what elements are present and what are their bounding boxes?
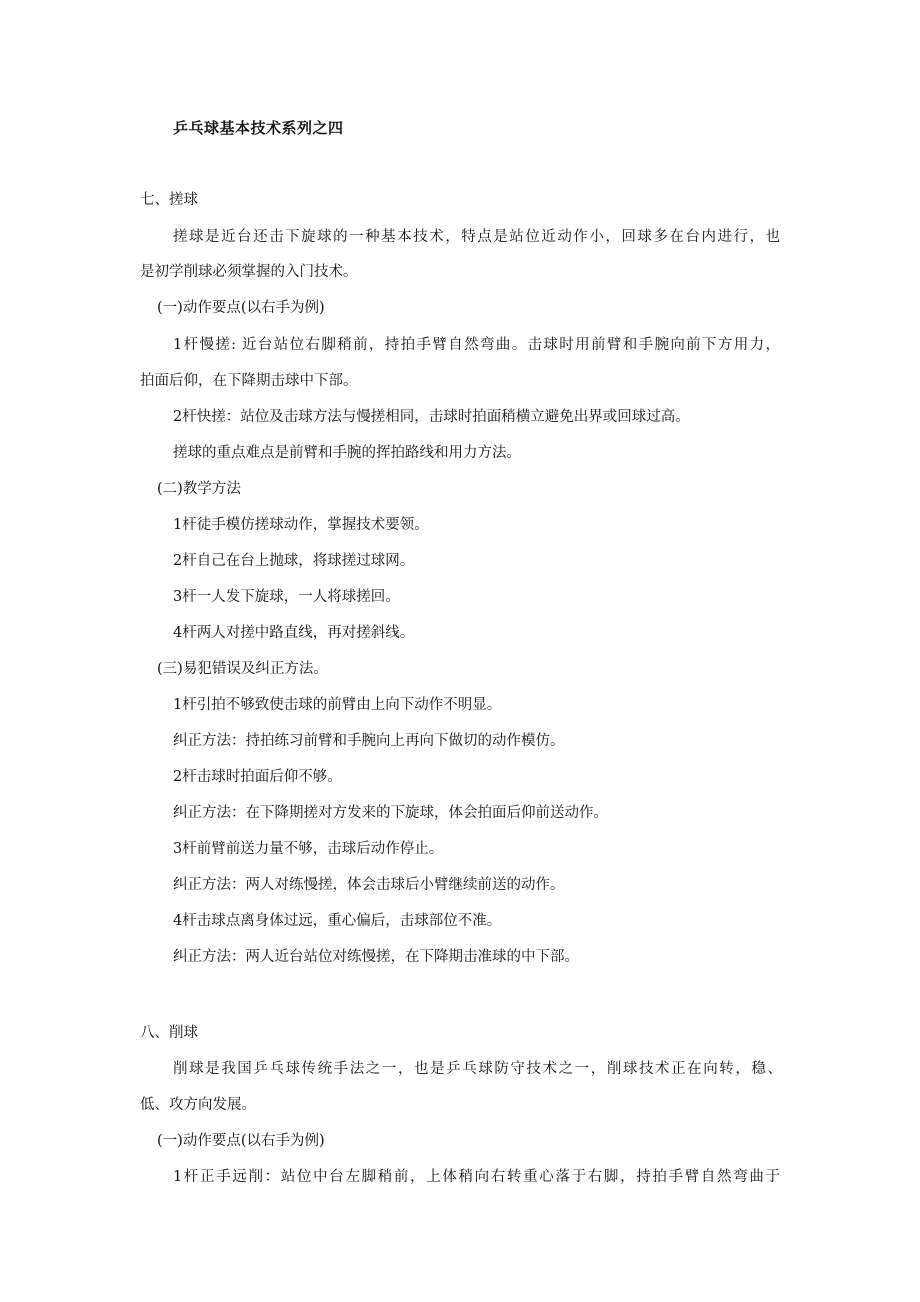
section-7-correction-3: 纠正方法：两人对练慢搓，体会击球后小臂继续前送的动作。 (173, 877, 565, 893)
section-7-teaching-2: 2杆自己在台上抛球，将球搓过球网。 (173, 553, 415, 569)
section-8-intro-line-2: 低、攻方向发展。 (140, 1097, 256, 1113)
section-7-error-1: 1杆引拍不够致使击球的前臂由上向下动作不明显。 (173, 697, 502, 713)
section-8-subheading-1: (一)动作要点(以右手为例) (157, 1133, 325, 1149)
section-7-teaching-3: 3杆一人发下旋球，一人将球搓回。 (173, 589, 400, 605)
section-8-heading: 八、削球 (140, 1025, 198, 1041)
section-7-correction-1: 纠正方法：持拍练习前臂和手腕向上再向下做切的动作模仿。 (173, 733, 565, 749)
section-7-subheading-1: (一)动作要点(以右手为例) (157, 300, 325, 316)
section-7-point-1-line-1: 1杆慢搓: 近台站位右脚稍前，持拍手臂自然弯曲。击球时用前臂和手腕向前下方用力， (173, 337, 780, 353)
section-7-subheading-2: (二)教学方法 (157, 481, 241, 497)
section-7-correction-4: 纠正方法：两人近台站位对练慢搓，在下降期击准球的中下部。 (173, 949, 579, 965)
section-8-intro-line-1: 削球是我国乒乓球传统手法之一，也是乒乓球防守技术之一，削球技术正在向转，稳、 (173, 1061, 782, 1077)
section-7-point-2: 2杆快搓：站位及击球方法与慢搓相同，击球时拍面稍横立避免出界或回球过高。 (173, 409, 690, 425)
section-8-point-1-line-1: 1杆正手远削：站位中台左脚稍前，上体稍向右转重心落于右脚，持拍手臂自然弯曲于 (173, 1169, 780, 1185)
section-7-correction-2: 纠正方法：在下降期搓对方发来的下旋球，体会拍面后仰前送动作。 (173, 805, 608, 821)
section-7-point-1-line-2: 拍面后仰，在下降期击球中下部。 (140, 373, 358, 389)
section-7-teaching-1: 1杆徒手模仿搓球动作，掌握技术要领。 (173, 517, 429, 533)
section-7-heading: 七、搓球 (140, 192, 198, 208)
section-7-subheading-3: (三)易犯错误及纠正方法。 (157, 661, 328, 677)
document-title: 乒乓球基本技术系列之四 (173, 119, 344, 137)
section-7-intro-line-2: 是初学削球必须掌握的入门技术。 (140, 264, 358, 280)
section-7-point-3: 搓球的重点难点是前臂和手腕的挥拍路线和用力方法。 (173, 445, 521, 461)
section-7-intro-line-1: 搓球是近台还击下旋球的一种基本技术，特点是站位近动作小，回球多在台内进行，也 (173, 229, 780, 245)
section-7-error-3: 3杆前臂前送力量不够，击球后动作停止。 (173, 841, 444, 857)
section-7-error-4: 4杆击球点离身体过远，重心偏后，击球部位不准。 (173, 913, 502, 929)
section-7-error-2: 2杆击球时拍面后仰不够。 (173, 769, 342, 785)
section-7-teaching-4: 4杆两人对搓中路直线，再对搓斜线。 (173, 625, 415, 641)
